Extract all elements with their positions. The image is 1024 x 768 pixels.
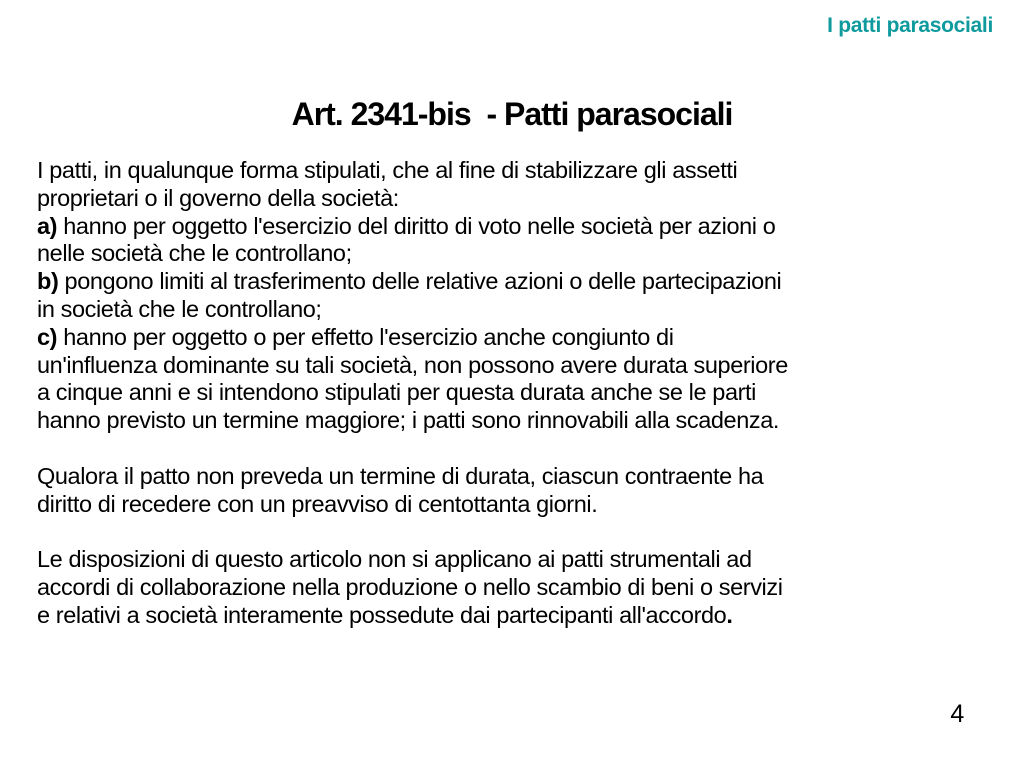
text-segment-bold: . <box>726 601 733 628</box>
text-segment-bold: c) <box>37 323 58 350</box>
text-segment: hanno per oggetto l'esercizio del diritto di voto nelle società per azioni o <box>57 212 776 239</box>
text-line <box>37 352 1004 380</box>
text-line <box>37 157 1004 185</box>
text-line <box>37 379 1004 407</box>
text-line <box>37 491 1004 519</box>
text-segment: un'influenza dominante su tali società, non possono avere durata superiore <box>37 351 788 378</box>
slide-header-label: I patti parasociali <box>827 14 993 37</box>
text-segment: diritto di recedere con un preavviso di centottanta giorni. <box>37 490 598 517</box>
paragraph <box>37 157 1004 435</box>
text-line <box>37 240 1004 268</box>
text-line <box>37 268 1004 296</box>
text-segment: hanno per oggetto o per effetto l'esercizio anche congiunto di <box>57 323 674 350</box>
text-line <box>37 324 1004 352</box>
text-segment: hanno previsto un termine maggiore; i patti sono rinnovabili alla scadenza. <box>37 407 780 434</box>
text-segment: I patti, in qualunque forma stipulati, che al fine di stabilizzare gli assetti <box>37 157 738 183</box>
text-segment: Qualora il patto non preveda un termine di durata, ciascun contraente ha <box>37 462 764 489</box>
text-segment: accordi di collaborazione nella produzione o nello scambio di beni o servizi <box>37 573 783 600</box>
text-segment: pongono limiti al trasferimento delle relative azioni o delle partecipazioni <box>58 268 782 295</box>
text-line <box>37 296 1004 324</box>
text-segment-bold: a) <box>37 212 58 239</box>
text-line <box>37 602 1004 630</box>
text-segment: a cinque anni e si intendono stipulati per questa durata anche se le parti <box>37 379 756 406</box>
text-line <box>37 574 1004 602</box>
text-line <box>37 213 1004 241</box>
text-line <box>37 185 1004 213</box>
text-segment: e relativi a società interamente possedute dai partecipanti all'accordo <box>37 601 727 628</box>
text-line <box>37 546 1004 574</box>
paragraph <box>37 463 1004 519</box>
slide-title: Art. 2341-bis - Patti parasociali <box>291 96 733 132</box>
paragraph <box>37 546 1004 629</box>
body-text <box>37 157 1004 630</box>
text-segment: nelle società che le controllano; <box>37 240 352 267</box>
text-segment: in società che le controllano; <box>37 295 322 322</box>
page-number: 4 <box>950 700 964 728</box>
text-segment-bold: b) <box>37 268 59 295</box>
text-line <box>37 463 1004 491</box>
text-line <box>37 407 1004 435</box>
text-segment: Le disposizioni di questo articolo non si applicano ai patti strumentali ad <box>37 546 752 573</box>
text-segment: proprietari o il governo della società: <box>37 184 399 211</box>
